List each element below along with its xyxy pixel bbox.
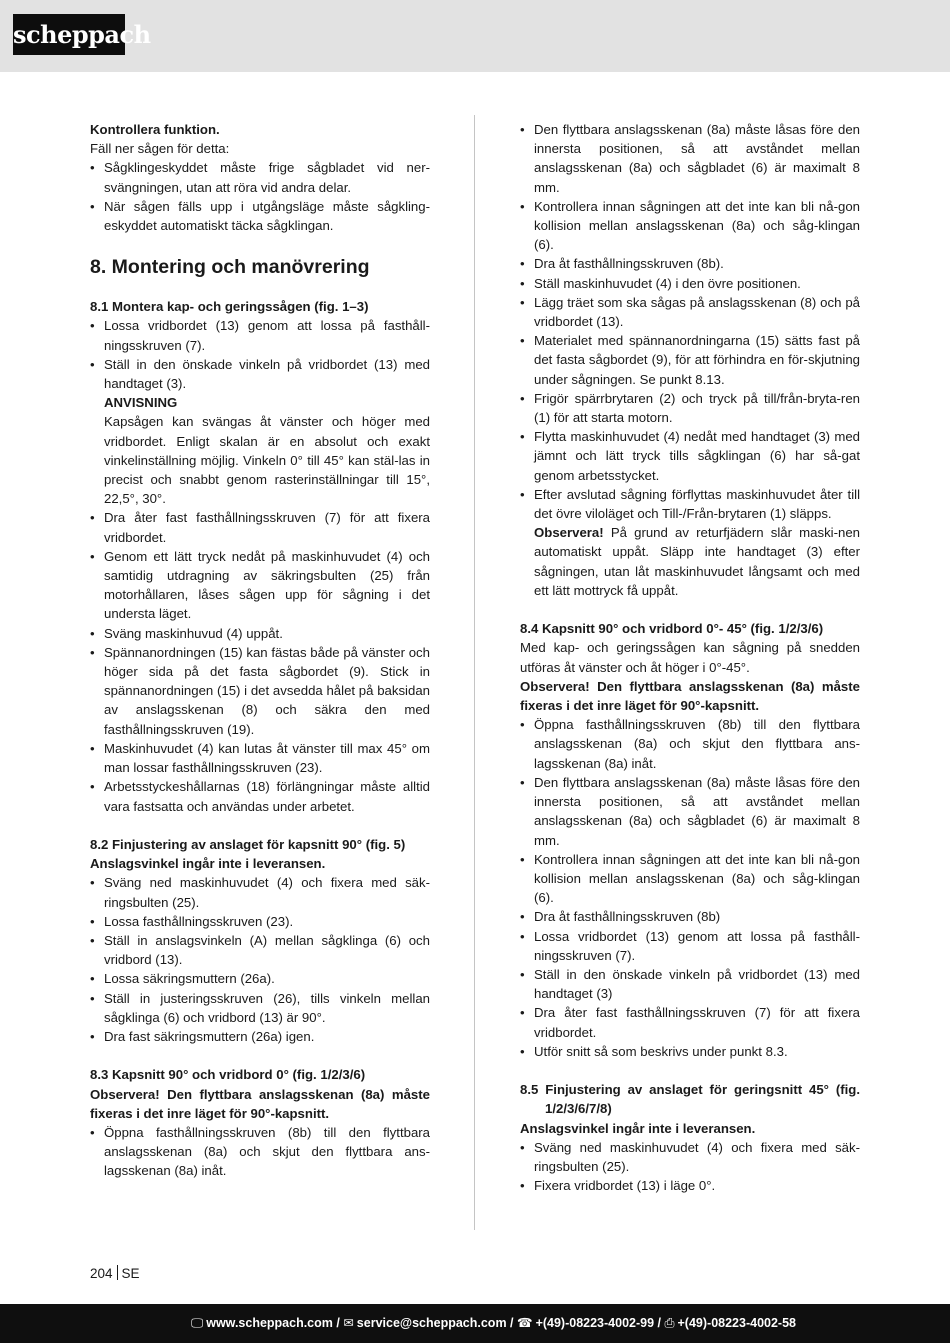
section-heading: Kontrollera funktion. — [90, 122, 220, 137]
list-item: • Ställ in justeringsskruven (26), tills vinkeln mellan sågklinga (6) och vridbord (13) är 90°. — [90, 989, 430, 1027]
list-item: • Fixera vridbordet (13) i läge 0°. — [520, 1176, 860, 1195]
list-item: • Lossa säkringsmuttern (26a). — [90, 969, 430, 988]
list-item: • Dra åter fast fasthållningsskruven (7) för att fixera vridbordet. — [520, 1003, 860, 1041]
list-item: • Öppna fasthållningsskruven (8b) till den flyttbara anslagsskenan (8a) och skjut den flyttbara ans-lagsskenan (8a) inåt. — [520, 715, 860, 773]
page-separator — [117, 1265, 118, 1280]
list-item: • Den flyttbara anslagsskenan (8a) måste låsas före den innersta positionen, så att avståndet mellan anslagsskenan (8a) och sågbladet (6) är maximalt 8 mm. — [520, 120, 860, 197]
warning-text: Observera! Den flyttbara anslagsskenan (8a) måste fixeras i det inre läget för 90°-kapsnitt. — [90, 1086, 430, 1121]
paragraph: Fäll ner sågen för detta: — [90, 141, 230, 157]
bullet-list — [520, 715, 860, 1061]
section-heading: 8.5 Finjustering av anslaget för geringsnitt 45° (fig. 1/2/3/6/7/8) — [520, 1082, 860, 1117]
chapter-title: 8. Montering och manövrering — [90, 256, 370, 279]
list-item: • Dra åter fast fasthållningsskruven (7) för att fixera vridbordet. — [90, 508, 430, 546]
bullet-list — [90, 873, 430, 1046]
bullet-list — [90, 508, 430, 815]
page-language: SE — [121, 1266, 140, 1281]
envelope-icon: ✉ — [343, 1316, 354, 1330]
warning-text: Observera! Den flyttbara anslagsskenan (8a) måste fixeras i det inre läget för 90°-kapsnitt. — [520, 678, 860, 714]
bullet-list — [90, 316, 430, 393]
header-band — [0, 0, 950, 72]
list-item: • Maskinhuvudet (4) kan lutas åt vänster till max 45° om man lossar fasthållningsskruven (23). — [90, 739, 430, 777]
phone-number[interactable]: +(49)-08223-4002-99 — [535, 1316, 655, 1330]
list-item: • Genom ett lätt tryck nedåt på maskinhuvudet (4) och samtidig utdragning av säkringsbulten (25) från motorhållaren, låses sågen upp för sågning i det understa läget. — [90, 547, 430, 624]
list-item: • Sågklingeskyddet måste frige sågbladet vid ner-svängningen, utan att röra vid andra delar. — [90, 158, 430, 196]
list-item: • Materialet med spännanordningarna (15) sätts fast på det fasta sågbordet (9), för att förhindra en för-skjutning under sågningen. Se punkt 8.13. — [520, 331, 860, 389]
list-item: • Efter avslutad sågning förflyttas maskinhuvudet åter till det övre viloläget och Till-/Från-brytaren (1) släpps. — [520, 485, 860, 523]
separator: / — [332, 1316, 344, 1330]
bullet-list — [520, 120, 860, 523]
bullet-list — [90, 158, 430, 235]
list-item: • Spännanordningen (15) kan fästas både på vänster och höger sida på det fasta sågbordet (9). Stick in spännanordningen (15) i det avsedda hålet på baksidan av anslagsskenan (8) och säkra den med fasthållningsskruven (19). — [90, 643, 430, 739]
list-item: • Ställ in anslagsvinkeln (A) mellan sågklinga (6) och vridbord (13). — [90, 931, 430, 969]
note-label: Observera! — [534, 525, 604, 541]
list-item: • Den flyttbara anslagsskenan (8a) måste låsas före den innersta positionen, så att avståndet mellan anslagsskenan (8a) och sågbladet (6) är maximalt 8 mm. — [520, 773, 860, 850]
column-divider — [474, 115, 475, 1230]
paragraph: Med kap- och geringssågen kan sågning på snedden utföras åt vänster och åt höger i 0°-45°. — [520, 640, 860, 675]
phone-icon: ☎ — [516, 1316, 533, 1330]
fax-icon: ⎙ — [664, 1316, 675, 1330]
note-label: ANVISNING — [104, 395, 178, 411]
list-item: • Flytta maskinhuvudet (4) nedåt med handtaget (3) med jämnt och lätt tryck tills sågklingan (6) har så-gat genom arbetsstycket. — [520, 427, 860, 485]
list-item: • Sväng ned maskinhuvudet (4) och fixera med säk-ringsbulten (25). — [520, 1138, 860, 1176]
list-item: • Kontrollera innan sågningen att det inte kan bli nå-gon kollision mellan anslagsskenan (8a) och såg-klingan (6). — [520, 850, 860, 908]
list-item: • Lossa fasthållningsskruven (23). — [90, 912, 430, 931]
list-item: • Lossa vridbordet (13) genom att lossa på fasthåll-ningsskruven (7). — [90, 316, 430, 354]
bullet-list — [520, 1138, 860, 1196]
bullet-list — [90, 1123, 430, 1181]
list-item: • Ställ maskinhuvudet (4) i den övre positionen. — [520, 274, 860, 293]
section-subheading: Anslagsvinkel ingår inte i leveransen. — [90, 856, 326, 872]
section-heading: 8.2 Finjustering av anslaget för kapsnitt 90° (fig. 5) — [90, 836, 406, 852]
email-link[interactable]: service@scheppach.com — [356, 1316, 507, 1330]
list-item: • Öppna fasthållningsskruven (8b) till den flyttbara anslagsskenan (8a) och skjut den flyttbara ans-lagsskenan (8a) inåt. — [90, 1123, 430, 1181]
list-item: • Ställ in den önskade vinkeln på vridbordet (13) med handtaget (3). — [90, 355, 430, 393]
list-item: • Kontrollera innan sågningen att det inte kan bli nå-gon kollision mellan anslagsskenan (8a) och såg-klingan (6). — [520, 197, 860, 255]
list-item: • Lägg träet som ska sågas på anslagsskenan (8) och på vridbordet (13). — [520, 293, 860, 331]
right-column — [520, 120, 860, 1195]
list-item: • Sväng ned maskinhuvudet (4) och fixera med säk-ringsbulten (25). — [90, 873, 430, 911]
website-link[interactable]: www.scheppach.com — [206, 1316, 333, 1330]
list-item: • Dra åt fasthållningsskruven (8b). — [520, 254, 860, 273]
list-item: • Utför snitt så som beskrivs under punkt 8.3. — [520, 1042, 860, 1061]
list-item: • Dra fast säkringsmuttern (26a) igen. — [90, 1027, 430, 1046]
separator: / — [506, 1316, 517, 1330]
list-item: • Arbetsstyckeshållarnas (18) förlängningar måste alltid vara fastsatta och användas under arbetet. — [90, 777, 430, 815]
section-heading: 8.1 Montera kap- och geringssågen (fig. 1–3) — [90, 299, 369, 315]
list-item: • Dra åt fasthållningsskruven (8b) — [520, 907, 860, 926]
computer-icon: 🖵 — [191, 1316, 204, 1330]
note-text: Kapsågen kan svängas åt vänster och höger med vridbordet. Enligt skalan är en absolut och exakt vinkelinställning möjlig. Vinkeln 0° till 45° kan stäl-las in precist och snabbt genom rasterinställningar till 15°, 22,5°, 30°. — [104, 414, 430, 507]
page-number — [90, 1265, 140, 1281]
list-item: • Lossa vridbordet (13) genom att lossa på fasthåll-ningsskruven (7). — [520, 927, 860, 965]
footer-contact-bar — [0, 1304, 950, 1343]
note-text: På grund av returfjädern slår maski-nen automatiskt uppåt. Släpp inte handtaget (3) efter sågningen, utan låt maskinhuvudet långsamt och med ett lätt mottryck få uppåt. — [534, 525, 860, 598]
section-subheading: Anslagsvinkel ingår inte i leveransen. — [520, 1120, 756, 1136]
page-number-value: 204 — [90, 1266, 113, 1281]
scheppach-logo: scheppach — [13, 14, 125, 55]
section-heading: 8.4 Kapsnitt 90° och vridbord 0°- 45° (fig. 1/2/3/6) — [520, 621, 824, 637]
list-item: • Frigör spärrbrytaren (2) och tryck på till/från-bryta-ren (1) för att starta motorn. — [520, 389, 860, 427]
separator: / — [654, 1316, 665, 1330]
list-item: • Ställ in den önskade vinkeln på vridbordet (13) med handtaget (3) — [520, 965, 860, 1003]
note-paragraph — [520, 523, 860, 600]
section-heading: 8.3 Kapsnitt 90° och vridbord 0° (fig. 1/2/3/6) — [90, 1067, 366, 1083]
list-item: • Sväng maskinhuvud (4) uppåt. — [90, 624, 430, 643]
list-item: • När sågen fälls upp i utgångsläge måste sågkling-eskyddet automatiskt täcka sågklingan. — [90, 197, 430, 235]
left-column — [90, 120, 430, 1181]
fax-number: +(49)-08223-4002-58 — [677, 1316, 796, 1330]
